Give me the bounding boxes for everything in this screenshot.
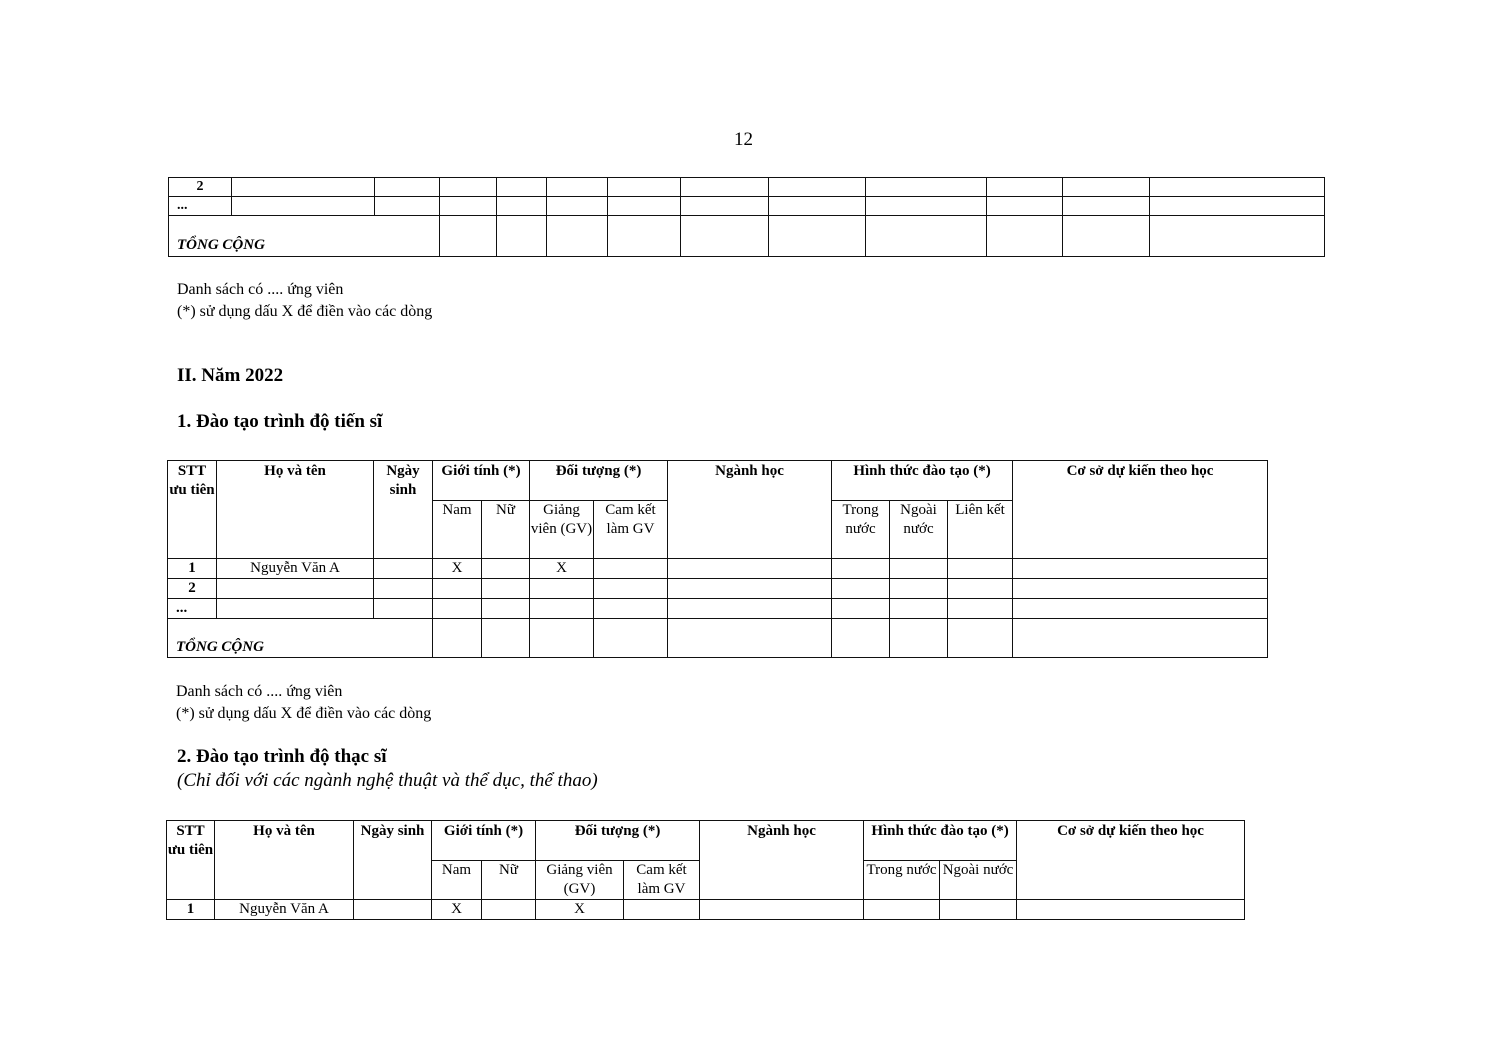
x-mark-note: (*) sử dụng dấu X để điền vào các dòng <box>176 705 432 722</box>
header-lecturer: Giảng viên (GV) <box>536 861 624 900</box>
header-commit: Cam kết làm GV <box>594 501 668 559</box>
lecturer-cell: X <box>536 900 624 920</box>
stt-cell: 1 <box>167 900 215 920</box>
header-domestic: Trong nước <box>864 861 940 900</box>
header-abroad: Ngoài nước <box>940 861 1017 900</box>
table-row <box>167 900 1245 920</box>
table-row <box>169 178 1325 197</box>
header-dob: Ngày sinh <box>354 821 432 900</box>
subsection-subtitle: (Chỉ đối với các ngành nghệ thuật và thể dục, thể thao) <box>177 770 598 791</box>
header-name: Họ và tên <box>217 461 374 559</box>
header-target: Đối tượng (*) <box>530 461 668 501</box>
header-name: Họ và tên <box>215 821 354 900</box>
candidate-count-note: Danh sách có .... ứng viên <box>177 281 344 298</box>
male-cell: X <box>432 900 482 920</box>
subsection-title: 1. Đào tạo trình độ tiến sĩ <box>177 411 383 432</box>
header-major: Ngành học <box>700 821 864 900</box>
table-row <box>168 599 1268 619</box>
stt-cell: 2 <box>169 178 232 197</box>
header-domestic: Trong nước <box>832 501 890 559</box>
name-cell: Nguyễn Văn A <box>217 559 374 579</box>
header-gender: Giới tính (*) <box>433 461 530 501</box>
stt-cell: 2 <box>168 579 217 599</box>
total-label: TỔNG CỘNG <box>169 216 440 257</box>
table-row <box>169 197 1325 216</box>
header-male: Nam <box>432 861 482 900</box>
phd-table <box>167 460 1268 658</box>
header-target: Đối tượng (*) <box>536 821 700 861</box>
subsection-title: 2. Đào tạo trình độ thạc sĩ <box>177 746 387 767</box>
header-female: Nữ <box>482 501 530 559</box>
header-female: Nữ <box>482 861 536 900</box>
header-lecturer: Giảng viên (GV) <box>530 501 594 559</box>
header-institution: Cơ sở dự kiến theo học <box>1013 461 1268 559</box>
header-joint: Liên kết <box>948 501 1013 559</box>
header-form: Hình thức đào tạo (*) <box>832 461 1013 501</box>
header-male: Nam <box>433 501 482 559</box>
lecturer-cell: X <box>530 559 594 579</box>
stt-cell: 1 <box>168 559 217 579</box>
header-stt-label: STT ưu tiên <box>169 463 215 498</box>
section-title: II. Năm 2022 <box>177 365 284 386</box>
x-mark-note: (*) sử dụng dấu X để điền vào các dòng <box>177 303 433 320</box>
table-row <box>168 579 1268 599</box>
page-number: 12 <box>734 129 753 150</box>
header-gender: Giới tính (*) <box>432 821 536 861</box>
header-commit: Cam kết làm GV <box>624 861 700 900</box>
master-table <box>166 820 1245 920</box>
stt-cell: ... <box>168 599 217 619</box>
header-stt: STT ưu tiên <box>167 821 215 900</box>
name-cell: Nguyễn Văn A <box>215 900 354 920</box>
male-cell: X <box>433 559 482 579</box>
header-stt <box>168 461 217 559</box>
total-row <box>169 216 1325 257</box>
header-form: Hình thức đào tạo (*) <box>864 821 1017 861</box>
total-row <box>168 619 1268 658</box>
header-dob: Ngày sinh <box>374 461 433 559</box>
top-table <box>168 177 1325 257</box>
header-abroad: Ngoài nước <box>890 501 948 559</box>
header-major: Ngành học <box>668 461 832 559</box>
stt-cell: ... <box>169 197 232 216</box>
total-label: TỔNG CỘNG <box>168 619 433 658</box>
table-row <box>168 559 1268 579</box>
candidate-count-note: Danh sách có .... ứng viên <box>176 683 343 700</box>
header-institution: Cơ sở dự kiến theo học <box>1017 821 1245 900</box>
